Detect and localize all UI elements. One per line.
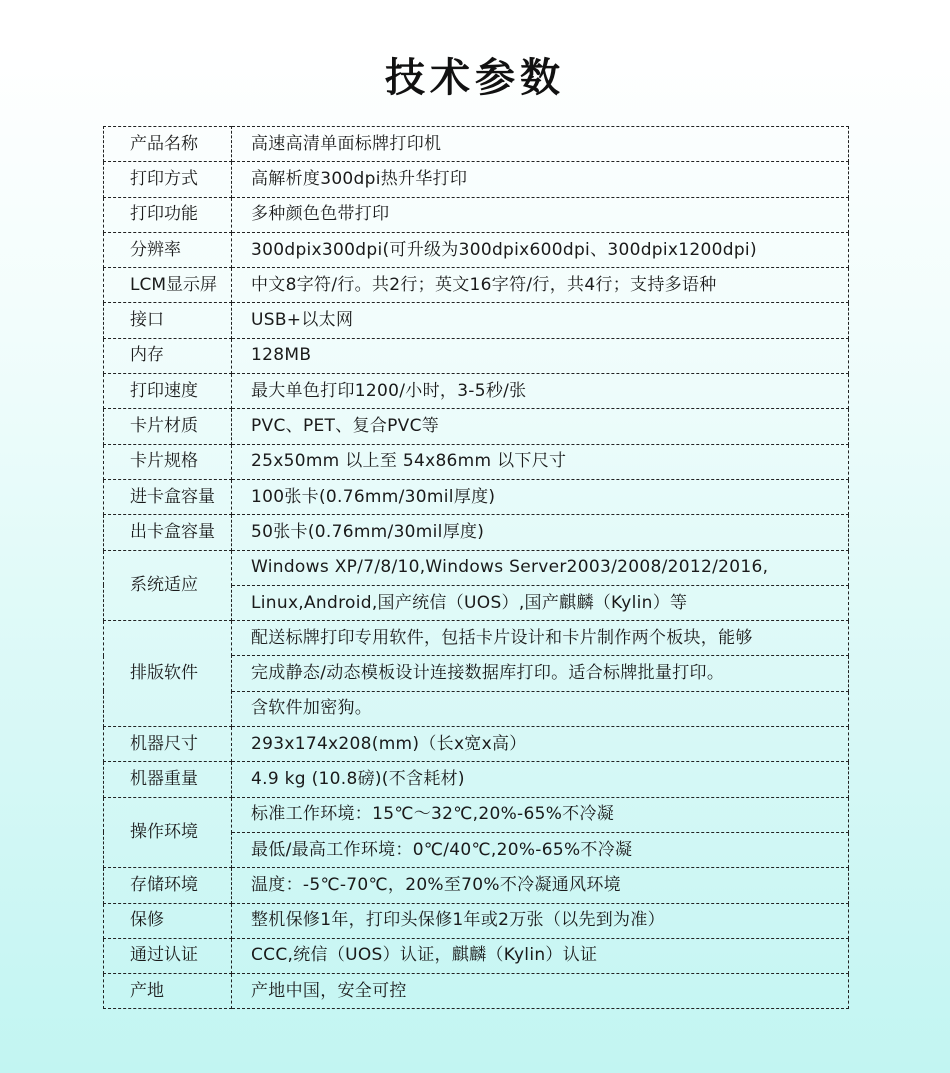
spec-label: 打印方式 <box>104 162 232 197</box>
spec-label: 接口 <box>104 303 232 338</box>
spec-value: 高速高清单面标牌打印机 <box>232 127 849 162</box>
spec-row <box>104 762 849 797</box>
spec-value: 100张卡(0.76mm/30mil厚度) <box>232 479 849 514</box>
spec-label: 进卡盒容量 <box>104 479 232 514</box>
spec-row <box>104 727 849 762</box>
spec-label: 打印速度 <box>104 374 232 409</box>
spec-row <box>104 868 849 903</box>
spec-label: 存储环境 <box>104 868 232 903</box>
spec-label: 排版软件 <box>104 621 232 727</box>
spec-label: 系统适应 <box>104 550 232 621</box>
spec-value: 293x174x208(mm)（长x宽x高） <box>232 727 849 762</box>
spec-label: 打印功能 <box>104 197 232 232</box>
spec-row <box>104 938 849 973</box>
spec-value: 最大单色打印1200/小时，3-5秒/张 <box>232 374 849 409</box>
spec-label: 卡片材质 <box>104 409 232 444</box>
spec-value: 4.9 kg (10.8磅)(不含耗材) <box>232 762 849 797</box>
page-title: 技术参数 <box>385 55 565 101</box>
spec-value: 标准工作环境：15℃～32℃,20%-65%不冷凝 <box>232 797 849 832</box>
spec-row <box>104 303 849 338</box>
spec-row <box>104 903 849 938</box>
spec-row <box>104 621 849 656</box>
spec-row <box>104 127 849 162</box>
spec-value: 完成静态/动态模板设计连接数据库打印。适合标牌批量打印。 <box>232 656 849 691</box>
spec-row <box>104 232 849 267</box>
spec-label: 产地 <box>104 974 232 1009</box>
spec-label: 分辨率 <box>104 232 232 267</box>
spec-value: 含软件加密狗。 <box>232 691 849 726</box>
spec-row <box>104 409 849 444</box>
spec-label: LCM显示屏 <box>104 268 232 303</box>
spec-value: 温度：-5℃-70℃，20%至70%不冷凝通风环境 <box>232 868 849 903</box>
spec-value: 整机保修1年，打印头保修1年或2万张（以先到为准） <box>232 903 849 938</box>
spec-row <box>104 162 849 197</box>
spec-label: 机器尺寸 <box>104 727 232 762</box>
spec-row <box>104 374 849 409</box>
spec-value: 300dpix300dpi(可升级为300dpix600dpi、300dpix1200dpi) <box>232 232 849 267</box>
spec-value: 高解析度300dpi热升华打印 <box>232 162 849 197</box>
spec-value: 多种颜色色带打印 <box>232 197 849 232</box>
spec-value: 25x50mm 以上至 54x86mm 以下尺寸 <box>232 444 849 479</box>
spec-value: CCC,统信（UOS）认证，麒麟（Kylin）认证 <box>232 938 849 973</box>
spec-label: 产品名称 <box>104 127 232 162</box>
spec-value: 中文8字符/行。共2行；英文16字符/行，共4行；支持多语种 <box>232 268 849 303</box>
spec-table <box>103 126 849 1009</box>
spec-label: 保修 <box>104 903 232 938</box>
spec-value: 128MB <box>232 338 849 373</box>
spec-value: USB+以太网 <box>232 303 849 338</box>
spec-value: 产地中国，安全可控 <box>232 974 849 1009</box>
spec-label: 操作环境 <box>104 797 232 868</box>
spec-row <box>104 515 849 550</box>
spec-row <box>104 338 849 373</box>
spec-table-body <box>104 127 849 1009</box>
spec-label: 卡片规格 <box>104 444 232 479</box>
spec-row <box>104 268 849 303</box>
spec-value: PVC、PET、复合PVC等 <box>232 409 849 444</box>
spec-row <box>104 479 849 514</box>
spec-row <box>104 974 849 1009</box>
spec-row <box>104 797 849 832</box>
spec-value: Windows XP/7/8/10,Windows Server2003/2008/2012/2016, <box>232 550 849 585</box>
spec-value: 配送标牌打印专用软件，包括卡片设计和卡片制作两个板块，能够 <box>232 621 849 656</box>
spec-row <box>104 550 849 585</box>
spec-value: 最低/最高工作环境：0℃/40℃,20%-65%不冷凝 <box>232 832 849 867</box>
spec-label: 内存 <box>104 338 232 373</box>
spec-label: 通过认证 <box>104 938 232 973</box>
spec-label: 机器重量 <box>104 762 232 797</box>
spec-label: 出卡盒容量 <box>104 515 232 550</box>
spec-row <box>104 444 849 479</box>
spec-value: 50张卡(0.76mm/30mil厚度) <box>232 515 849 550</box>
spec-row <box>104 197 849 232</box>
spec-value: Linux,Android,国产统信（UOS）,国产麒麟（Kylin）等 <box>232 585 849 620</box>
